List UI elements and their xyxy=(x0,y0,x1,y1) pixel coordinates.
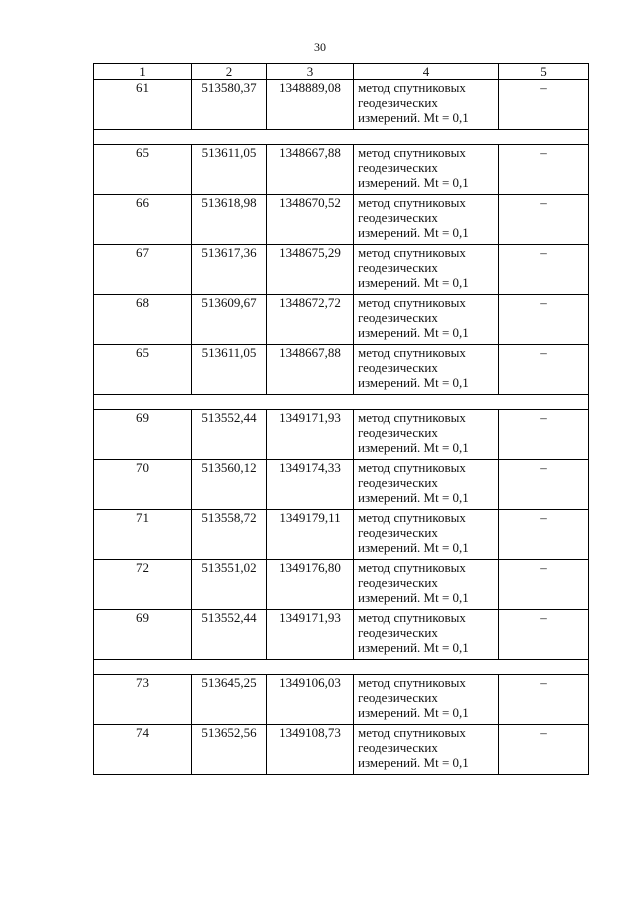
point-number-cell: 70 xyxy=(94,460,192,510)
description-cell: – xyxy=(499,460,589,510)
header-row xyxy=(94,64,589,80)
table-row xyxy=(94,195,589,245)
table-row xyxy=(94,510,589,560)
method-line: геодезических xyxy=(358,690,438,705)
method-cell xyxy=(354,510,499,560)
method-cell xyxy=(354,295,499,345)
table-body xyxy=(94,80,589,775)
method-line: измерений. Mt = 0,1 xyxy=(358,375,469,390)
method-cell xyxy=(354,610,499,660)
header-col-1: 1 xyxy=(94,64,192,80)
description-cell: – xyxy=(499,610,589,660)
method-line: метод спутниковых xyxy=(358,410,466,425)
header-col-4: 4 xyxy=(354,64,499,80)
method-cell xyxy=(354,460,499,510)
x-coordinate-cell: 513560,12 xyxy=(192,460,267,510)
method-line: геодезических xyxy=(358,475,438,490)
x-coordinate-cell: 513645,25 xyxy=(192,675,267,725)
method-line: метод спутниковых xyxy=(358,145,466,160)
x-coordinate-cell: 513552,44 xyxy=(192,410,267,460)
method-cell xyxy=(354,725,499,775)
table-row xyxy=(94,725,589,775)
method-line: измерений. Mt = 0,1 xyxy=(358,440,469,455)
description-cell: – xyxy=(499,410,589,460)
y-coordinate-cell: 1349176,80 xyxy=(267,560,354,610)
method-line: измерений. Mt = 0,1 xyxy=(358,590,469,605)
description-cell: – xyxy=(499,675,589,725)
point-number-cell: 66 xyxy=(94,195,192,245)
method-line: геодезических xyxy=(358,160,438,175)
method-line: геодезических xyxy=(358,425,438,440)
method-line: геодезических xyxy=(358,210,438,225)
method-cell xyxy=(354,410,499,460)
x-coordinate-cell: 513551,02 xyxy=(192,560,267,610)
table-row xyxy=(94,245,589,295)
x-coordinate-cell: 513609,67 xyxy=(192,295,267,345)
method-line: измерений. Mt = 0,1 xyxy=(358,110,469,125)
point-number-cell: 74 xyxy=(94,725,192,775)
point-number-cell: 65 xyxy=(94,345,192,395)
section-separator xyxy=(94,130,589,145)
method-line: метод спутниковых xyxy=(358,345,466,360)
header-col-3: 3 xyxy=(267,64,354,80)
point-number-cell: 67 xyxy=(94,245,192,295)
method-line: измерений. Mt = 0,1 xyxy=(358,275,469,290)
y-coordinate-cell: 1349108,73 xyxy=(267,725,354,775)
point-number-cell: 69 xyxy=(94,410,192,460)
section-separator xyxy=(94,395,589,410)
y-coordinate-cell: 1348675,29 xyxy=(267,245,354,295)
description-cell: – xyxy=(499,80,589,130)
description-cell: – xyxy=(499,195,589,245)
y-coordinate-cell: 1348670,52 xyxy=(267,195,354,245)
method-line: метод спутниковых xyxy=(358,675,466,690)
y-coordinate-cell: 1348672,72 xyxy=(267,295,354,345)
y-coordinate-cell: 1349174,33 xyxy=(267,460,354,510)
point-number-cell: 72 xyxy=(94,560,192,610)
section-separator xyxy=(94,660,589,675)
method-line: измерений. Mt = 0,1 xyxy=(358,490,469,505)
method-line: метод спутниковых xyxy=(358,195,466,210)
method-cell xyxy=(354,80,499,130)
method-line: измерений. Mt = 0,1 xyxy=(358,225,469,240)
table-row xyxy=(94,675,589,725)
x-coordinate-cell: 513558,72 xyxy=(192,510,267,560)
method-line: измерений. Mt = 0,1 xyxy=(358,175,469,190)
table-header xyxy=(94,64,589,80)
table-row xyxy=(94,345,589,395)
header-col-2: 2 xyxy=(192,64,267,80)
table-row xyxy=(94,145,589,195)
method-line: измерений. Mt = 0,1 xyxy=(358,325,469,340)
x-coordinate-cell: 513580,37 xyxy=(192,80,267,130)
table-row xyxy=(94,295,589,345)
method-line: геодезических xyxy=(358,95,438,110)
method-line: геодезических xyxy=(358,525,438,540)
x-coordinate-cell: 513611,05 xyxy=(192,145,267,195)
x-coordinate-cell: 513617,36 xyxy=(192,245,267,295)
table-row xyxy=(94,560,589,610)
y-coordinate-cell: 1349106,03 xyxy=(267,675,354,725)
method-line: геодезических xyxy=(358,575,438,590)
table-row xyxy=(94,610,589,660)
method-line: геодезических xyxy=(358,260,438,275)
table-row xyxy=(94,410,589,460)
y-coordinate-cell: 1349171,93 xyxy=(267,410,354,460)
description-cell: – xyxy=(499,725,589,775)
description-cell: – xyxy=(499,345,589,395)
header-col-5: 5 xyxy=(499,64,589,80)
x-coordinate-cell: 513552,44 xyxy=(192,610,267,660)
point-number-cell: 65 xyxy=(94,145,192,195)
section-separator-cell xyxy=(94,660,589,675)
method-cell xyxy=(354,675,499,725)
x-coordinate-cell: 513652,56 xyxy=(192,725,267,775)
method-line: геодезических xyxy=(358,740,438,755)
method-line: геодезических xyxy=(358,625,438,640)
method-line: геодезических xyxy=(358,360,438,375)
method-line: метод спутниковых xyxy=(358,295,466,310)
section-separator-cell xyxy=(94,130,589,145)
method-line: измерений. Mt = 0,1 xyxy=(358,640,469,655)
point-number-cell: 73 xyxy=(94,675,192,725)
point-number-cell: 61 xyxy=(94,80,192,130)
method-line: метод спутниковых xyxy=(358,245,466,260)
method-line: метод спутниковых xyxy=(358,725,466,740)
description-cell: – xyxy=(499,510,589,560)
x-coordinate-cell: 513611,05 xyxy=(192,345,267,395)
y-coordinate-cell: 1349179,11 xyxy=(267,510,354,560)
description-cell: – xyxy=(499,145,589,195)
method-cell xyxy=(354,245,499,295)
method-cell xyxy=(354,145,499,195)
section-separator-cell xyxy=(94,395,589,410)
method-line: измерений. Mt = 0,1 xyxy=(358,705,469,720)
y-coordinate-cell: 1348889,08 xyxy=(267,80,354,130)
description-cell: – xyxy=(499,560,589,610)
page-number: 30 xyxy=(314,40,326,54)
method-line: измерений. Mt = 0,1 xyxy=(358,540,469,555)
method-cell xyxy=(354,345,499,395)
y-coordinate-cell: 1348667,88 xyxy=(267,145,354,195)
coordinates-table xyxy=(93,63,589,775)
point-number-cell: 71 xyxy=(94,510,192,560)
method-cell xyxy=(354,195,499,245)
point-number-cell: 68 xyxy=(94,295,192,345)
description-cell: – xyxy=(499,245,589,295)
method-line: метод спутниковых xyxy=(358,560,466,575)
description-cell: – xyxy=(499,295,589,345)
method-line: метод спутниковых xyxy=(358,510,466,525)
y-coordinate-cell: 1348667,88 xyxy=(267,345,354,395)
method-line: метод спутниковых xyxy=(358,80,466,95)
point-number-cell: 69 xyxy=(94,610,192,660)
y-coordinate-cell: 1349171,93 xyxy=(267,610,354,660)
method-line: измерений. Mt = 0,1 xyxy=(358,755,469,770)
table-row xyxy=(94,460,589,510)
method-line: метод спутниковых xyxy=(358,460,466,475)
method-line: метод спутниковых xyxy=(358,610,466,625)
table-row xyxy=(94,80,589,130)
method-line: геодезических xyxy=(358,310,438,325)
x-coordinate-cell: 513618,98 xyxy=(192,195,267,245)
method-cell xyxy=(354,560,499,610)
